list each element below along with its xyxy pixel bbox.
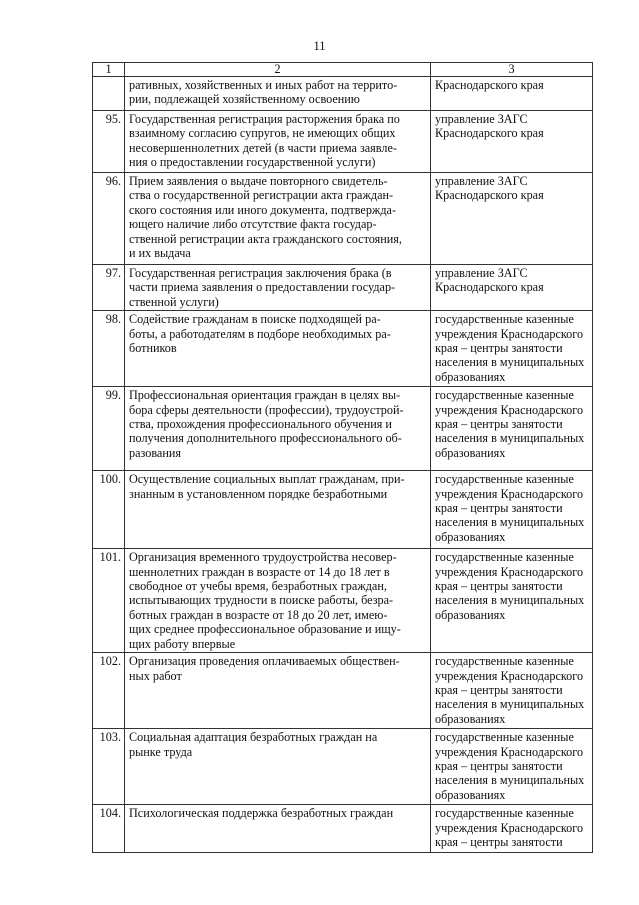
service-name-text: Профессиональная ориентация граждан в целях вы- бора сферы деятельности (профессии), трудоустрой- ства, прохождения профессионального обучения и получения дополнительного профессионального об- разования <box>129 388 404 460</box>
service-name <box>125 549 431 653</box>
authority-text: управление ЗАГС Краснодарского края <box>435 266 544 295</box>
service-name <box>125 77 431 111</box>
table-row <box>93 653 593 729</box>
responsible-authority <box>431 77 593 111</box>
header-row <box>93 63 593 77</box>
service-name-text: Социальная адаптация безработных граждан на рынке труда <box>129 730 378 759</box>
authority-text: Краснодарского края <box>435 78 544 92</box>
table-row <box>93 549 593 653</box>
table-row <box>93 805 593 853</box>
service-name <box>125 173 431 265</box>
authority-text: государственные казенные учреждения Краснодарского края – центры занятости населения в муниципальных образованиях <box>435 472 585 544</box>
header-col-3: 3 <box>431 63 593 77</box>
row-number: 95. <box>93 111 125 173</box>
authority-text: государственные казенные учреждения Краснодарского края – центры занятости населения в муниципальных образованиях <box>435 312 585 384</box>
row-number: 104. <box>93 805 125 853</box>
service-name <box>125 265 431 311</box>
service-name-text: ративных, хозяйственных и иных работ на террито- рии, подлежащей хозяйственному освоению <box>129 78 398 107</box>
row-number: 102. <box>93 653 125 729</box>
table-row <box>93 471 593 549</box>
responsible-authority <box>431 805 593 853</box>
service-name-text: Психологическая поддержка безработных граждан <box>129 806 394 821</box>
responsible-authority <box>431 549 593 653</box>
authority-text: государственные казенные учреждения Краснодарского края – центры занятости населения в муниципальных образованиях <box>435 388 585 460</box>
service-name <box>125 729 431 805</box>
responsible-authority <box>431 387 593 471</box>
table-row <box>93 77 593 111</box>
row-number: 98. <box>93 311 125 387</box>
page-number: 11 <box>313 39 326 53</box>
service-name <box>125 471 431 549</box>
row-number: 96. <box>93 173 125 265</box>
authority-text: государственные казенные учреждения Краснодарского края – центры занятости населения в муниципальных образованиях <box>435 550 585 622</box>
row-number: 100. <box>93 471 125 549</box>
service-name-text: Содействие гражданам в поиске подходящей ра- боты, а работодателям в подборе необходимых ра- ботников <box>129 312 391 356</box>
service-name <box>125 311 431 387</box>
table-row <box>93 311 593 387</box>
header-col-1: 1 <box>93 63 125 77</box>
row-number <box>93 77 125 111</box>
authority-text: государственные казенные учреждения Краснодарского края – центры занятости населения в муниципальных образованиях <box>435 730 585 802</box>
table-row <box>93 729 593 805</box>
service-name-text: Осуществление социальных выплат гражданам, при- знанным в установленном порядке безработными <box>129 472 405 501</box>
authority-text: государственные казенные учреждения Краснодарского края – центры занятости <box>435 806 584 850</box>
row-number: 97. <box>93 265 125 311</box>
table-header <box>93 63 593 77</box>
authority-text: государственные казенные учреждения Краснодарского края – центры занятости населения в муниципальных образованиях <box>435 654 585 726</box>
service-name <box>125 653 431 729</box>
service-name <box>125 805 431 853</box>
service-name-text: Организация проведения оплачиваемых обществен- ных работ <box>129 654 400 683</box>
service-name-text: Организация временного трудоустройства несовер- шеннолетних граждан в возрасте от 14 до 18 лет в свободное от учебы время, безработных граждан, испытывающих трудности в поиске работы, безра- ботных граждан в возрасте от 18 до 20 лет, имею- щих среднее профессиональное образование и ищу- щих работу впервые <box>129 550 401 651</box>
table-row <box>93 173 593 265</box>
authority-text: управление ЗАГС Краснодарского края <box>435 174 544 203</box>
header-col-2: 2 <box>125 63 431 77</box>
responsible-authority <box>431 265 593 311</box>
responsible-authority <box>431 653 593 729</box>
table-row <box>93 111 593 173</box>
row-number: 103. <box>93 729 125 805</box>
table-row <box>93 265 593 311</box>
responsible-authority <box>431 173 593 265</box>
authority-text: управление ЗАГС Краснодарского края <box>435 112 544 141</box>
responsible-authority <box>431 729 593 805</box>
row-number: 101. <box>93 549 125 653</box>
service-name-text: Государственная регистрация заключения брака (в части приема заявления о предоставлении государ- ственной услуги) <box>129 266 396 309</box>
service-name-text: Прием заявления о выдаче повторного свидетель- ства о государственной регистрации акта граждан- ского состояния или иного документа, подтвержда- ющего наличие либо отсутствие факта государ- ственной регистрации акта гражданского состояния, и их выдача <box>129 174 402 261</box>
table-row <box>93 387 593 471</box>
responsible-authority <box>431 311 593 387</box>
service-name <box>125 387 431 471</box>
service-name <box>125 111 431 173</box>
row-number: 99. <box>93 387 125 471</box>
responsible-authority <box>431 471 593 549</box>
responsible-authority <box>431 111 593 173</box>
service-name-text: Государственная регистрация расторжения брака по взаимному согласию супругов, не имеющих общих несовершеннолетних детей (в части приема заявле- ния о предоставлении государственной услуги) <box>129 112 400 170</box>
services-table <box>92 62 593 853</box>
